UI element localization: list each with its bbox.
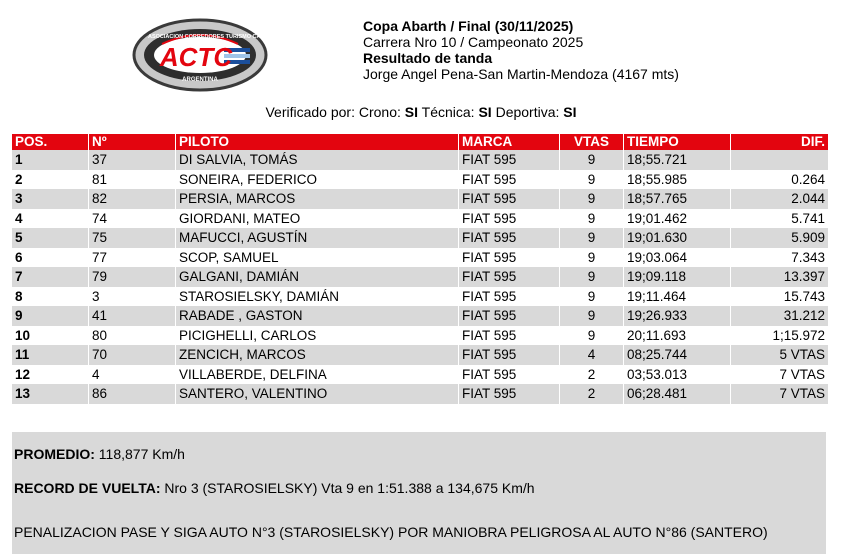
row-driver: STAROSIELSKY, DAMIÁN [176, 287, 459, 307]
row-driver: DI SALVIA, TOMÁS [176, 150, 459, 170]
penalty-note: PENALIZACION PASE Y SIGA AUTO N°3 (STAROSIELSKY) POR MANIOBRA PELIGROSA AL AUTO N°86 (SANTERO) [14, 524, 768, 540]
row-brand: FIAT 595 [459, 384, 560, 404]
verification-prefix: Verificado por: Crono: [265, 104, 401, 120]
row-driver: ZENCICH, MARCOS [176, 345, 459, 365]
row-time: 19;11.464 [624, 287, 731, 307]
row-car-number: 80 [89, 326, 176, 346]
column-header-number: Nº [89, 134, 176, 150]
row-gap: 5 VTAS [731, 345, 829, 365]
row-gap: 5.741 [731, 209, 829, 229]
row-laps: 9 [560, 170, 624, 190]
row-laps: 4 [560, 345, 624, 365]
lap-record-label: RECORD DE VUELTA: [14, 480, 161, 496]
tecnica-status: SI [478, 104, 492, 120]
row-gap: 2.044 [731, 189, 829, 209]
average-speed-line [14, 446, 185, 462]
row-position: 6 [12, 248, 89, 268]
table-row [12, 150, 828, 170]
verification-line [0, 104, 842, 120]
row-position: 12 [12, 365, 89, 385]
row-laps: 9 [560, 267, 624, 287]
row-car-number: 41 [89, 306, 176, 326]
row-car-number: 70 [89, 345, 176, 365]
average-speed-label: PROMEDIO: [14, 446, 95, 462]
row-gap: 1;15.972 [731, 326, 829, 346]
row-laps: 9 [560, 150, 624, 170]
svg-text:ASOCIACION CORREDORES TURISMO: ASOCIACION CORREDORES TURISMO CARRETERA [148, 34, 288, 40]
row-laps: 9 [560, 248, 624, 268]
row-time: 08;25.744 [624, 345, 731, 365]
table-row [12, 189, 828, 209]
table-row [12, 287, 828, 307]
row-position: 7 [12, 267, 89, 287]
table-row [12, 326, 828, 346]
row-time: 18;55.721 [624, 150, 731, 170]
row-time: 19;01.462 [624, 209, 731, 229]
row-time: 19;26.933 [624, 306, 731, 326]
row-position: 1 [12, 150, 89, 170]
lap-record-line [14, 480, 535, 496]
svg-text:ARGENTINA: ARGENTINA [182, 77, 218, 83]
crono-status: SI [404, 104, 418, 120]
column-header-driver: PILOTO [176, 134, 459, 150]
row-car-number: 75 [89, 228, 176, 248]
column-header-brand: MARCA [459, 134, 560, 150]
row-driver: PERSIA, MARCOS [176, 189, 459, 209]
row-brand: FIAT 595 [459, 365, 560, 385]
table-row [12, 384, 828, 404]
row-gap: 15.743 [731, 287, 829, 307]
results-table [12, 134, 828, 404]
circuit-name: Jorge Angel Pena-San Martin-Mendoza (4167 mts) [363, 66, 679, 82]
row-gap: 7.343 [731, 248, 829, 268]
row-time: 18;55.985 [624, 170, 731, 190]
table-header-row [12, 134, 828, 150]
row-laps: 2 [560, 365, 624, 385]
table-row [12, 267, 828, 287]
table-row [12, 345, 828, 365]
table-row [12, 365, 828, 385]
row-car-number: 82 [89, 189, 176, 209]
deportiva-status: SI [563, 104, 577, 120]
row-position: 4 [12, 209, 89, 229]
row-position: 5 [12, 228, 89, 248]
row-car-number: 3 [89, 287, 176, 307]
report-header [363, 18, 679, 82]
row-car-number: 37 [89, 150, 176, 170]
row-car-number: 77 [89, 248, 176, 268]
row-laps: 9 [560, 326, 624, 346]
row-car-number: 4 [89, 365, 176, 385]
row-brand: FIAT 595 [459, 228, 560, 248]
lap-record-value: Nro 3 (STAROSIELSKY) Vta 9 en 1:51.388 a 134,675 Km/h [164, 480, 535, 496]
table-row [12, 170, 828, 190]
row-time: 20;11.693 [624, 326, 731, 346]
row-gap: 13.397 [731, 267, 829, 287]
svg-text:ACTC: ACTC [159, 42, 233, 72]
row-brand: FIAT 595 [459, 170, 560, 190]
row-position: 10 [12, 326, 89, 346]
average-speed-value: 118,877 Km/h [98, 446, 185, 462]
row-position: 3 [12, 189, 89, 209]
row-brand: FIAT 595 [459, 306, 560, 326]
table-row [12, 209, 828, 229]
row-position: 2 [12, 170, 89, 190]
row-position: 11 [12, 345, 89, 365]
row-time: 18;57.765 [624, 189, 731, 209]
row-driver: VILLABERDE, DELFINA [176, 365, 459, 385]
row-driver: SONEIRA, FEDERICO [176, 170, 459, 190]
row-gap: 7 VTAS [731, 365, 829, 385]
row-car-number: 74 [89, 209, 176, 229]
row-driver: GIORDANI, MATEO [176, 209, 459, 229]
row-gap: 31.212 [731, 306, 829, 326]
row-gap: 0.264 [731, 170, 829, 190]
report-title: Copa Abarth / Final (30/11/2025) [363, 18, 574, 34]
row-gap: 5.909 [731, 228, 829, 248]
row-position: 13 [12, 384, 89, 404]
actc-logo [132, 18, 288, 92]
row-car-number: 86 [89, 384, 176, 404]
column-header-gap: DIF. [731, 134, 829, 150]
row-brand: FIAT 595 [459, 326, 560, 346]
row-time: 06;28.481 [624, 384, 731, 404]
actc-logo-icon [132, 18, 288, 92]
row-brand: FIAT 595 [459, 189, 560, 209]
table-row [12, 228, 828, 248]
row-laps: 9 [560, 209, 624, 229]
row-brand: FIAT 595 [459, 248, 560, 268]
report-subtitle: Carrera Nro 10 / Campeonato 2025 [363, 34, 584, 50]
row-laps: 9 [560, 306, 624, 326]
column-header-pos: POS. [12, 134, 89, 150]
row-gap: 7 VTAS [731, 384, 829, 404]
row-brand: FIAT 595 [459, 150, 560, 170]
row-driver: MAFUCCI, AGUSTÍN [176, 228, 459, 248]
row-driver: SANTERO, VALENTINO [176, 384, 459, 404]
row-time: 19;01.630 [624, 228, 731, 248]
row-time: 03;53.013 [624, 365, 731, 385]
row-time: 19;09.118 [624, 267, 731, 287]
row-brand: FIAT 595 [459, 267, 560, 287]
row-laps: 2 [560, 384, 624, 404]
deportiva-label: Deportiva: [495, 104, 560, 120]
row-laps: 9 [560, 189, 624, 209]
row-gap [731, 150, 829, 170]
row-driver: RABADE , GASTON [176, 306, 459, 326]
row-driver: GALGANI, DAMIÁN [176, 267, 459, 287]
row-car-number: 81 [89, 170, 176, 190]
table-row [12, 306, 828, 326]
row-driver: PICIGHELLI, CARLOS [176, 326, 459, 346]
row-brand: FIAT 595 [459, 287, 560, 307]
row-time: 19;03.064 [624, 248, 731, 268]
row-laps: 9 [560, 228, 624, 248]
row-driver: SCOP, SAMUEL [176, 248, 459, 268]
column-header-laps: VTAS [560, 134, 624, 150]
row-laps: 9 [560, 287, 624, 307]
row-position: 8 [12, 287, 89, 307]
row-car-number: 79 [89, 267, 176, 287]
tecnica-label: Técnica: [421, 104, 475, 120]
row-position: 9 [12, 306, 89, 326]
column-header-time: TIEMPO [624, 134, 731, 150]
footer-panel [12, 432, 826, 554]
report-section: Resultado de tanda [363, 50, 493, 66]
row-brand: FIAT 595 [459, 209, 560, 229]
row-brand: FIAT 595 [459, 345, 560, 365]
table-row [12, 248, 828, 268]
